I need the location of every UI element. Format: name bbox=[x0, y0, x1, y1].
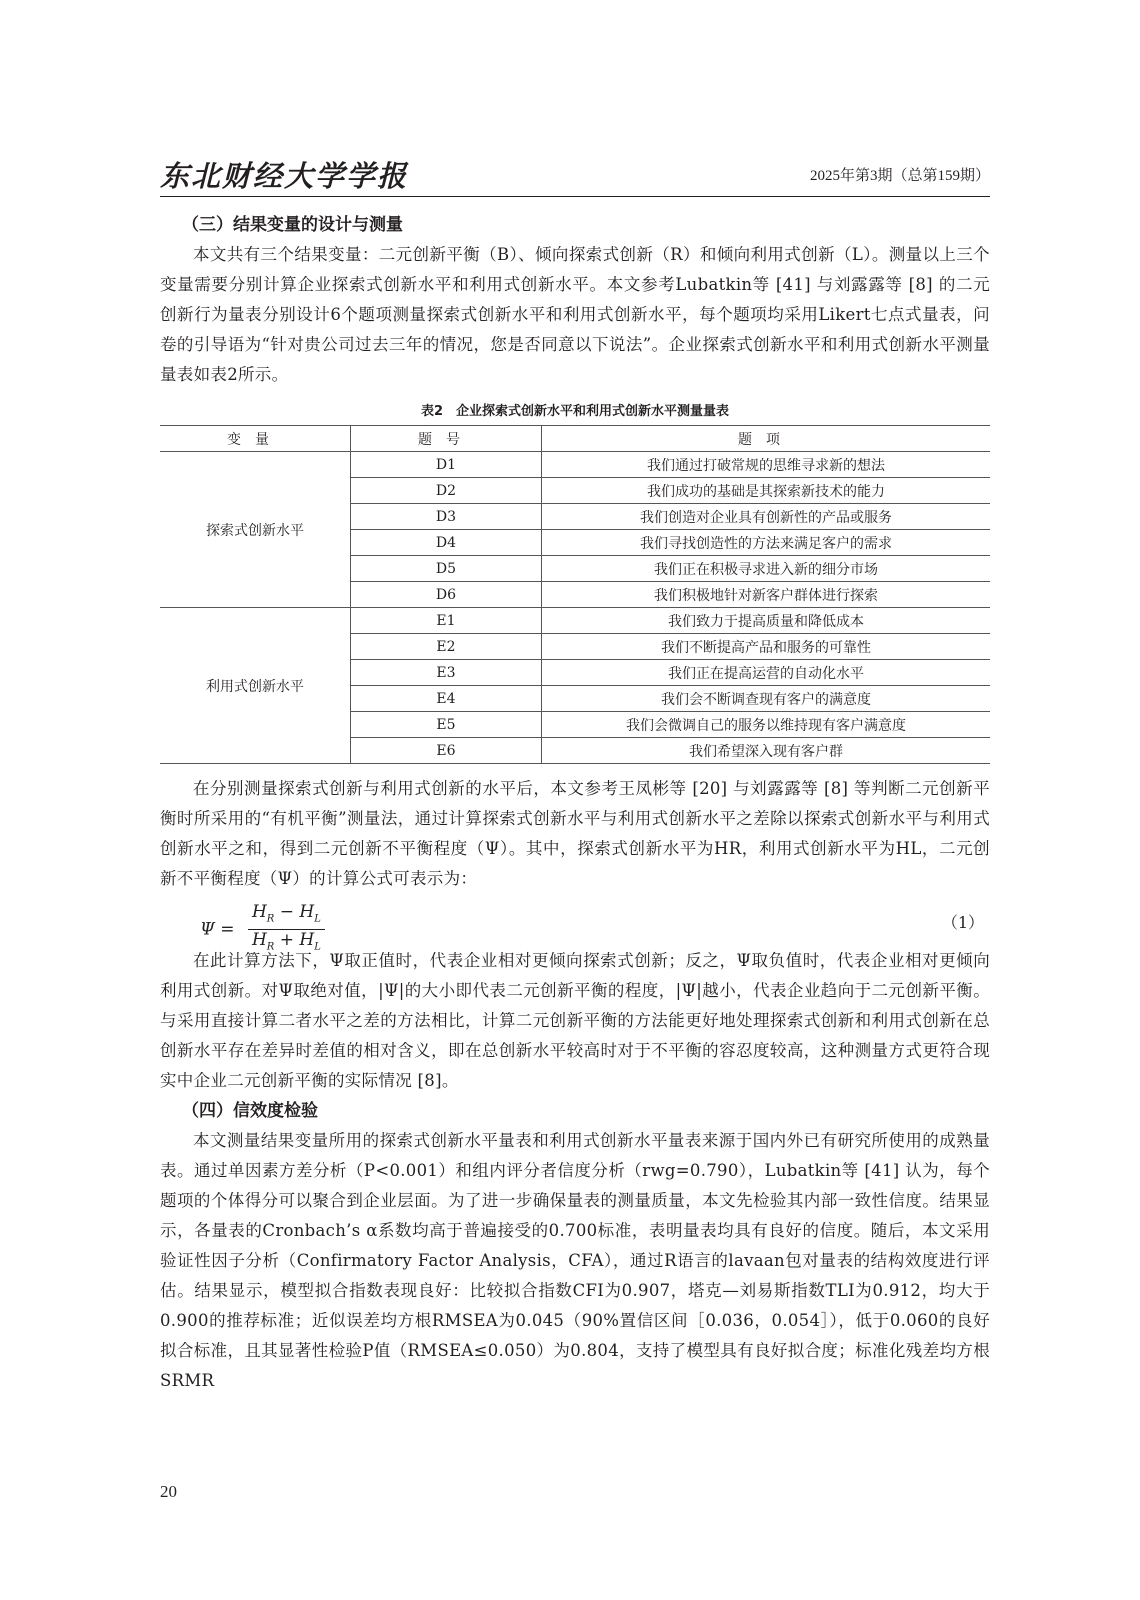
item-code: E4 bbox=[351, 686, 542, 712]
header-variable: 变量 bbox=[160, 426, 351, 452]
formula-denominator: $H_R + H_L$ bbox=[251, 930, 321, 953]
item-code: D5 bbox=[351, 556, 542, 582]
item-text: 我们成功的基础是其探索新技术的能力 bbox=[542, 478, 991, 504]
item-text: 我们积极地针对新客户群体进行探索 bbox=[542, 582, 991, 608]
item-code: E2 bbox=[351, 634, 542, 660]
section-heading-3: （三）结果变量的设计与测量 bbox=[182, 215, 403, 235]
item-text: 我们希望深入现有客户群 bbox=[542, 738, 991, 764]
item-text: 我们通过打破常规的思维寻求新的想法 bbox=[542, 452, 991, 478]
item-text: 我们会微调自己的服务以维持现有客户满意度 bbox=[542, 712, 991, 738]
item-code: D4 bbox=[351, 530, 542, 556]
item-code: E5 bbox=[351, 712, 542, 738]
formula-lhs: Ψ = bbox=[200, 919, 235, 940]
equation-number: （1） bbox=[941, 913, 984, 932]
item-code: D2 bbox=[351, 478, 542, 504]
article-body bbox=[160, 210, 990, 1396]
item-text: 我们会不断调查现有客户的满意度 bbox=[542, 686, 991, 712]
item-code: E6 bbox=[351, 738, 542, 764]
formula-fraction bbox=[248, 902, 325, 958]
item-code: E3 bbox=[351, 660, 542, 686]
formula-numerator: $H_R - H_L$ bbox=[248, 902, 325, 930]
page-number: 20 bbox=[160, 1482, 177, 1501]
equation-1 bbox=[160, 896, 990, 953]
variable-cell: 利用式创新水平 bbox=[160, 608, 351, 764]
header-item-number: 题号 bbox=[351, 426, 542, 452]
psi-formula bbox=[200, 902, 325, 958]
item-text: 我们致力于提高质量和降低成本 bbox=[542, 608, 991, 634]
table-header-row bbox=[160, 426, 990, 452]
item-text: 我们寻找创造性的方法来满足客户的需求 bbox=[542, 530, 991, 556]
paragraph-outcome-variables: 本文共有三个结果变量：二元创新平衡（B）、倾向探索式创新（R）和倾向利用式创新（L）。测量以上三个变量需要分别计算企业探索式创新水平和利用式创新水平。本文参考Lubatkin等 [41] 与刘露露等 [8] 的二元创新行为量表分别设计6个题项测量探索式创新水平和利用式创新水平，每个题项均采用Likert七点式量表，问卷的引导语为“针对贵公司过去三年的情况，您是否同意以下说法”。企业探索式创新水平和利用式创新水平测量量表如表2所示。 bbox=[160, 245, 990, 384]
paragraph-reliability-validity: 本文测量结果变量所用的探索式创新水平量表和利用式创新水平量表来源于国内外已有研究所使用的成熟量表。通过单因素方差分析（P<0.001）和组内评分者信度分析（rwg=0.790），Lubatkin等 [41] 认为，每个题项的个体得分可以聚合到企业层面。为了进一步确保量表的测量质量，本文先检验其内部一致性信度。结果显示，各量表的Cronbach’s α系数均高于普遍接受的0.700标准，表明量表均具有良好的信度。随后，本文采用验证性因子分析（Confirmatory Factor Analysis，CFA），通过R语言的lavaan包对量表的结构效度进行评估。结果显示，模型拟合指数表现良好：比较拟合指数CFI为0.907，塔克—刘易斯指数TLI为0.912，均大于0.900的推荐标准；近似误差均方根RMSEA为0.045（90%置信区间［0.036，0.054］），低于0.060的良好拟合标准，且其显著性检验P值（RMSEA≤0.050）为0.804，支持了模型具有良好拟合度；标准化残差均方根SRMR bbox=[160, 1131, 990, 1390]
item-code: D1 bbox=[351, 452, 542, 478]
item-text: 我们创造对企业具有创新性的产品或服务 bbox=[542, 504, 991, 530]
item-code: D6 bbox=[351, 582, 542, 608]
table-row bbox=[160, 608, 990, 634]
paragraph-organic-balance: 在分别测量探索式创新与利用式创新的水平后，本文参考王凤彬等 [20] 与刘露露等 [8] 等判断二元创新平衡时所采用的“有机平衡”测量法，通过计算探索式创新水平与利用式创新水平之差除以探索式创新水平与利用式创新水平之和，得到二元创新不平衡程度（Ψ）。其中，探索式创新水平为HR，利用式创新水平为HL，二元创新不平衡程度（Ψ）的计算公式可表示为： bbox=[160, 779, 990, 888]
journal-logo: 东北财经大学学报 bbox=[160, 159, 409, 193]
paragraph-psi-interpretation: 在此计算方法下，Ψ取正值时，代表企业相对更倾向探索式创新；反之，Ψ取负值时，代表企业相对更倾向利用式创新。对Ψ取绝对值，|Ψ|的大小即代表二元创新平衡的程度，|Ψ|越小，代表企业趋向于二元创新平衡。与采用直接计算二者水平之差的方法相比，计算二元创新平衡的方法能更好地处理探索式创新和利用式创新在总创新水平存在差异时差值的相对含义，即在总创新水平较高时对于不平衡的容忍度较高，这种测量方式更符合现实中企业二元创新平衡的实际情况 [8]。 bbox=[160, 951, 990, 1090]
page-header bbox=[160, 150, 990, 197]
item-text: 我们不断提高产品和服务的可靠性 bbox=[542, 634, 991, 660]
measurement-scale-table bbox=[160, 425, 990, 764]
table-title: 表2 企业探索式创新水平和利用式创新水平测量量表 bbox=[420, 404, 730, 419]
variable-cell: 探索式创新水平 bbox=[160, 452, 351, 608]
header-item: 题项 bbox=[542, 426, 991, 452]
item-text: 我们正在积极寻求进入新的细分市场 bbox=[542, 556, 991, 582]
section-heading-4: （四）信效度检验 bbox=[182, 1101, 318, 1121]
table-row bbox=[160, 452, 990, 478]
item-code: D3 bbox=[351, 504, 542, 530]
item-text: 我们正在提高运营的自动化水平 bbox=[542, 660, 991, 686]
item-code: E1 bbox=[351, 608, 542, 634]
issue-info: 2025年第3期（总第159期） bbox=[809, 168, 990, 184]
